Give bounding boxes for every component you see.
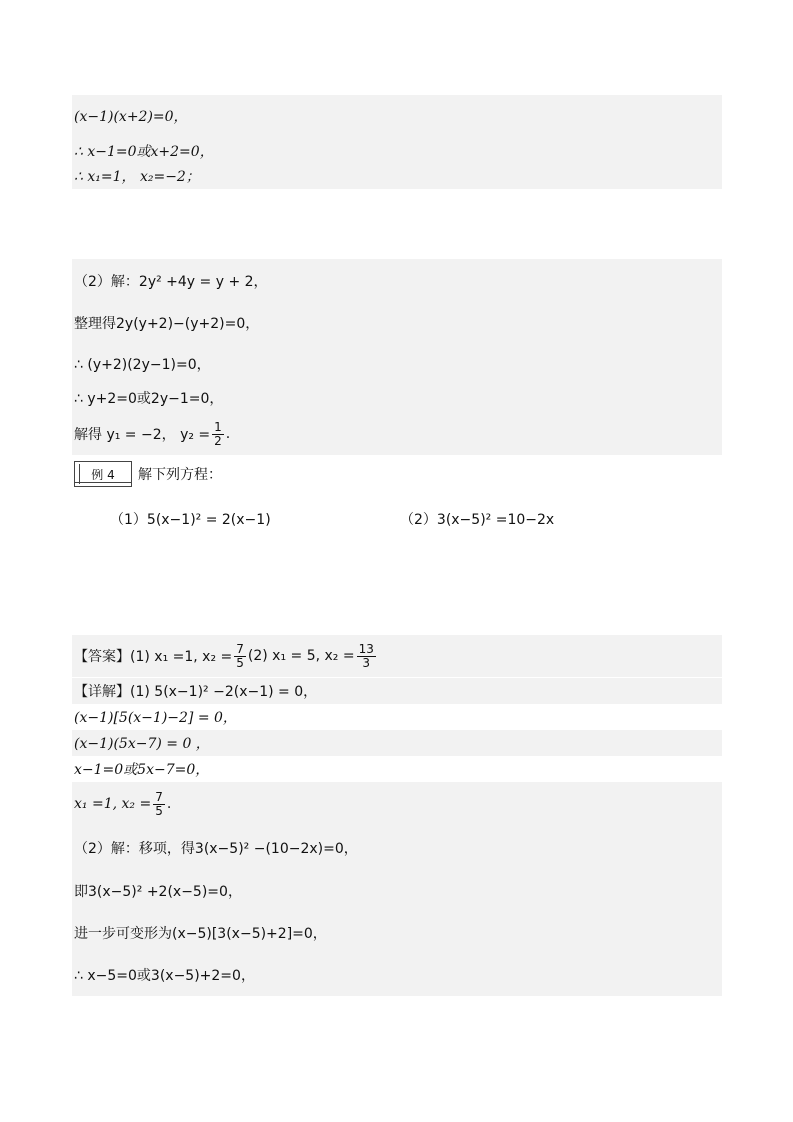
equation-line [72,385,722,411]
equation-text: （2）解：2y² +4y = y + 2， [74,274,268,290]
equation-line [72,268,722,294]
equation-line [72,418,722,450]
answer-text: 【答案】(1) x₁ =1, x₂ = [74,649,233,665]
equation-text: ∴ x−1=0或x+2=0， [74,144,214,160]
answer-line [72,870,722,912]
fraction [234,643,246,669]
fraction-numerator: 7 [155,789,163,804]
answer-line [72,954,722,996]
equation-text: ∴ y+2=0或2y−1=0， [74,391,224,407]
question-text: （2）3(x−5)² =10−2x [400,512,555,528]
answer-line [72,704,722,730]
equation-text: (x−1)(x+2)=0， [74,109,188,125]
answer-line [72,730,722,756]
equation-text: . [225,426,231,442]
example-header [74,461,222,487]
answer-text: （2）解：移项，得3(x−5)² −(10−2x)=0， [74,841,358,857]
answer-text: . [166,796,172,812]
question-text: （1）5(x−1)² = 2(x−1) [110,512,271,528]
answer-line [72,782,722,826]
answer-line [72,826,722,870]
answer-text: 即3(x−5)² +2(x−5)=0， [74,884,242,900]
answer-text: (x−1)(5x−7) = 0 ， [74,736,210,752]
answer-line [72,756,722,782]
answer-text: ∴ x−5=0或3(x−5)+2=0， [74,968,255,984]
fraction-numerator: 7 [236,641,244,656]
answer-line [72,678,722,704]
equation-line [72,310,722,336]
equation-text: ∴ (y+2)(2y−1)=0， [74,357,211,373]
fraction-denominator: 5 [236,655,244,670]
example-tag: 例 4 [74,461,132,487]
answer-text: x₁ =1, x₂ = [74,796,152,812]
equation-line [72,163,722,189]
fraction-denominator: 5 [155,803,163,818]
equation-text: ∴ x₁=1， x₂=−2； [74,169,200,185]
answer-line [72,912,722,954]
answer-line [72,635,722,677]
question-1 [110,509,271,529]
answer-text: 进一步可变形为(x−5)[3(x−5)+2]=0， [74,926,327,942]
equation-text: 解得 y₁ = −2， y₂ = [74,427,211,443]
fraction-denominator: 2 [214,433,222,448]
fraction [212,421,224,447]
answer-text: 【详解】(1) 5(x−1)² −2(x−1) = 0， [74,684,318,700]
fraction [357,643,376,669]
fraction [153,791,165,817]
equation-line [72,103,722,129]
question-2 [400,509,554,529]
equation-line [72,138,722,164]
fraction-numerator: 1 [214,419,222,434]
equation-line [72,351,722,377]
answer-text: (2) x₁ = 5, x₂ = [247,648,355,664]
example-prompt: 解下列方程： [138,467,222,483]
fraction-numerator: 13 [358,641,374,656]
answer-text: (x−1)[5(x−1)−2] = 0， [74,710,237,726]
equation-text: 整理得2y(y+2)−(y+2)=0， [74,316,260,332]
fraction-denominator: 3 [362,655,371,670]
answer-text: x−1=0或5x−7=0， [74,762,210,778]
